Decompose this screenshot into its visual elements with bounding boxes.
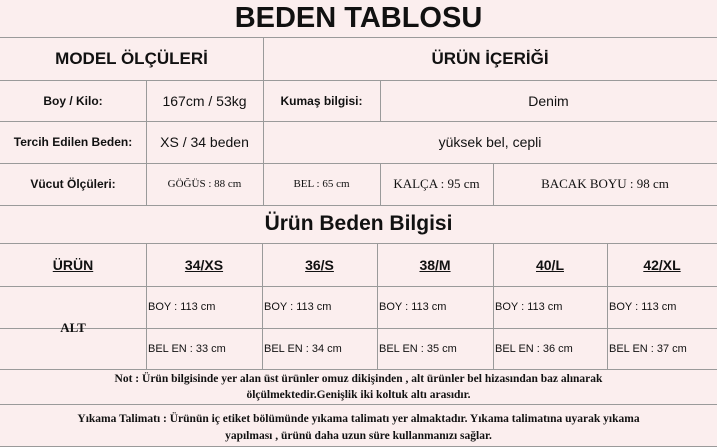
size-header-40l: 40/L: [535, 256, 564, 273]
size-table-heading: Ürün Beden Bilgisi: [264, 212, 453, 235]
bel-en-34xs: BEL EN : 33 cm: [148, 342, 226, 355]
tercih-value: XS / 34 beden: [160, 134, 249, 150]
boy-42xl: BOY : 113 cm: [609, 301, 677, 313]
kalca-value: KALÇA : 95 cm: [393, 176, 480, 191]
note-text: [0, 371, 717, 404]
note-line-1: Not : Ürün bilgisinde yer alan üst ürünler omuz dikişinden , alt ürünler bel hizasından baz alınarak: [114, 373, 603, 385]
size-header-42xl: 42/XL: [643, 256, 681, 273]
boy-kilo-label: Boy / Kilo:: [43, 93, 103, 108]
tercih-label: Tercih Edilen Beden:: [13, 135, 133, 149]
bel-en-42xl: BEL EN : 37 cm: [609, 342, 687, 355]
gogus-value: GÖĞÜS : 88 cm: [167, 178, 242, 190]
vucut-label: Vücut Ölçüleri:: [30, 177, 116, 191]
page-title: BEDEN TABLOSU: [234, 2, 483, 34]
boy-38m: BOY : 113 cm: [379, 301, 447, 313]
note-line-2: ölçülmektedir.Genişlik iki koltuk altı arasıdır.: [246, 389, 471, 401]
urun-icerigi-heading: ÜRÜN İÇERİĞİ: [431, 48, 549, 68]
bacak-value: BACAK BOYU : 98 cm: [541, 176, 669, 191]
bel-en-36s: BEL EN : 34 cm: [264, 342, 342, 355]
size-header-36s: 36/S: [305, 256, 334, 273]
washing-line-2: yapılması , ürünü daha uzun süre kullanmanızı sağlar.: [225, 430, 492, 442]
bel-en-38m: BEL EN : 35 cm: [379, 342, 457, 355]
model-olculeri-heading: MODEL ÖLÇÜLERİ: [55, 48, 208, 68]
bel-en-40l: BEL EN : 36 cm: [495, 342, 573, 355]
boy-kilo-value: 167cm / 53kg: [162, 92, 247, 109]
size-header-34xs: 34/XS: [184, 256, 224, 273]
kumas-value: Denim: [528, 92, 569, 109]
urun-detay: yüksek bel, cepli: [438, 134, 542, 150]
product-column-header: ÜRÜN: [52, 256, 94, 273]
boy-34xs: BOY : 113 cm: [148, 301, 216, 313]
product-name: ALT: [60, 319, 86, 335]
kumas-label: Kumaş bilgisi:: [280, 93, 363, 108]
bel-value: BEL : 65 cm: [293, 178, 350, 190]
washing-line-1: Yıkama Talimatı : Ürünün iç etiket bölümünde yıkama talimatı yer almaktadır. Yıkama talimatına uyarak yıkama: [77, 413, 640, 425]
boy-36s: BOY : 113 cm: [264, 301, 332, 313]
size-header-38m: 38/M: [419, 256, 451, 273]
boy-40l: BOY : 113 cm: [495, 301, 563, 313]
washing-instructions: [0, 411, 717, 446]
